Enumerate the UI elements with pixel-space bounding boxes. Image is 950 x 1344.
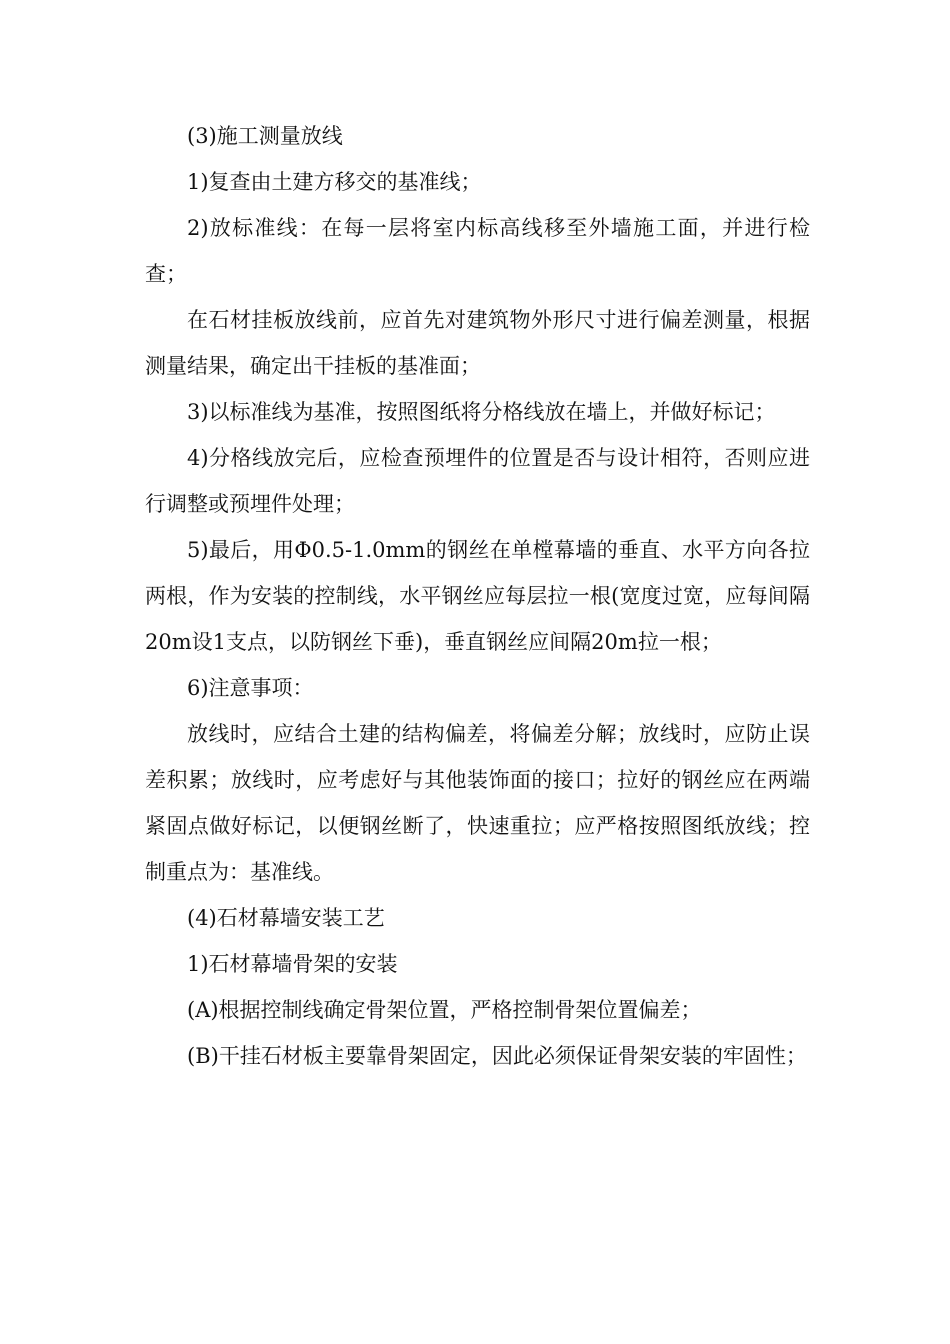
document-body: [145, 113, 810, 1079]
paragraph-step-5: 5)最后，用Φ0.5-1.0mm的钢丝在单樘幕墙的垂直、水平方向各拉两根，作为安装的控制线，水平钢丝应每层拉一根(宽度过宽，应每间隔20m设1支点，以防钢丝下垂)，垂直钢丝应间隔20m拉一根；: [145, 538, 810, 654]
paragraph-note-baseline: 在石材挂板放线前，应首先对建筑物外形尺寸进行偏差测量，根据测量结果，确定出干挂板的基准面；: [145, 308, 810, 378]
section-heading-survey: (3)施工测量放线: [187, 124, 343, 148]
paragraph-item-b: (B)干挂石材板主要靠骨架固定，因此必须保证骨架安装的牢固性；: [187, 1044, 807, 1068]
paragraph-step-4: 4)分格线放完后，应检查预埋件的位置是否与设计相符，否则应进行调整或预埋件处理；: [145, 446, 810, 516]
paragraph-step-3: 3)以标准线为基准，按照图纸将分格线放在墙上，并做好标记；: [187, 400, 776, 424]
paragraph-step-2: 2)放标准线：在每一层将室内标高线移至外墙施工面，并进行检查；: [145, 216, 810, 286]
paragraph-step-1: 1)复查由土建方移交的基准线；: [187, 170, 482, 194]
paragraph-precautions: 放线时，应结合土建的结构偏差，将偏差分解；放线时，应防止误差积累；放线时，应考虑好与其他装饰面的接口；拉好的钢丝应在两端紧固点做好标记，以便钢丝断了，快速重拉；应严格按照图纸放线；控制重点为：基准线。: [145, 722, 810, 884]
paragraph-item-a: (A)根据控制线确定骨架位置，严格控制骨架位置偏差；: [187, 998, 702, 1022]
paragraph-frame-install: 1)石材幕墙骨架的安装: [187, 952, 398, 976]
section-heading-install: (4)石材幕墙安装工艺: [187, 906, 385, 930]
paragraph-step-6: 6)注意事项：: [187, 676, 314, 700]
